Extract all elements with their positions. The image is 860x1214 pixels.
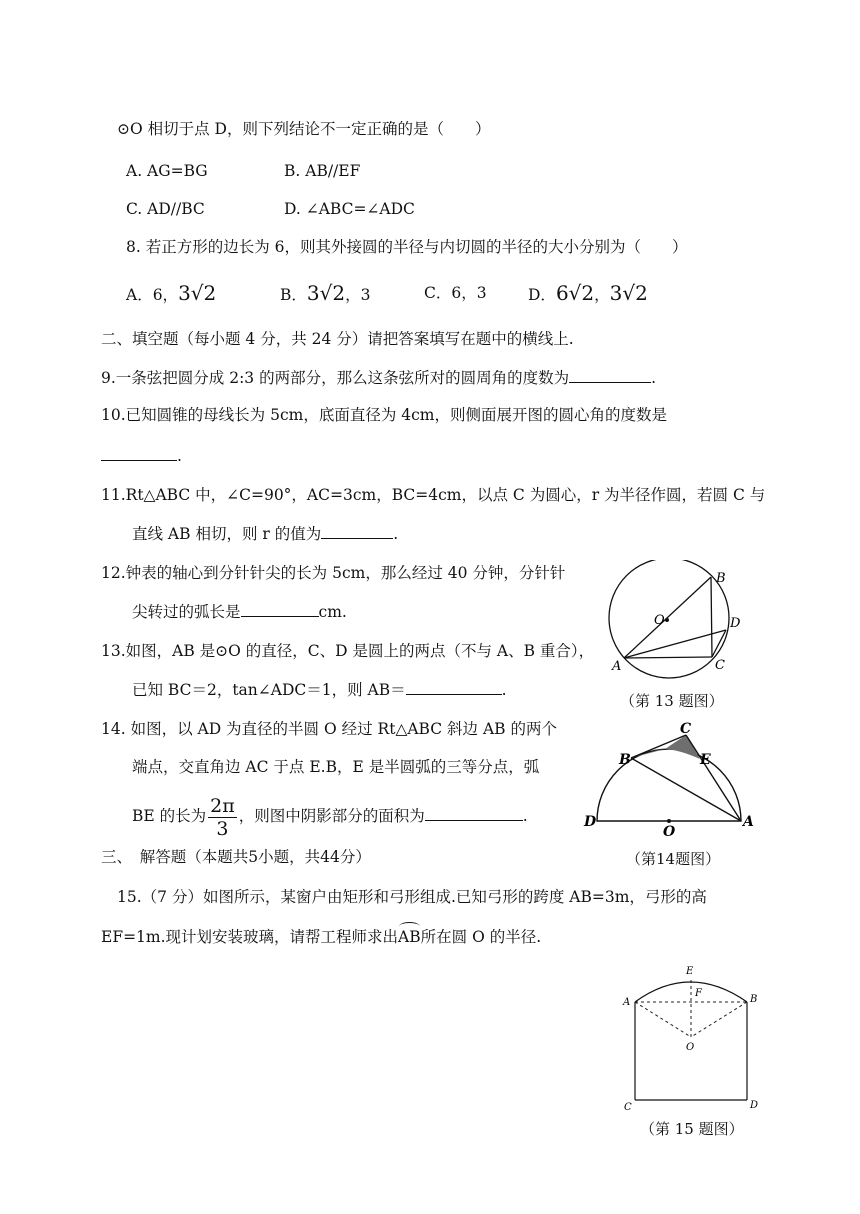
q15-text-line1: 15.（7 分）如图所示，某窗户由矩形和弓形组成.已知弓形的跨度 AB=3m，弓形的高	[117, 888, 707, 906]
q15-arc-mark	[399, 922, 420, 931]
q13-text-line2: 已知 BC＝2，tan∠ADC＝1，则 AB＝ .	[132, 678, 507, 701]
q13-figure	[592, 560, 752, 690]
q10-answer-blank[interactable]	[101, 444, 177, 461]
q14-label-o: O	[663, 824, 676, 840]
q13-text-line1: 13.如图，AB 是⊙O 的直径，C、D 是圆上的两点（不与 A、B 重合），	[101, 642, 595, 660]
q15-label-a: A	[623, 997, 631, 1008]
q14-label-e: E	[700, 752, 711, 768]
q15-label-b: B	[750, 994, 758, 1005]
q8-option-b-radical: 3√2	[306, 281, 346, 305]
q13-label-b: B	[716, 571, 726, 586]
q8-option-a-radical: 3√2	[178, 281, 217, 305]
q15-label-f: F	[695, 988, 702, 999]
q10-text: 10.已知圆锥的母线长为 5cm，底面直径为 4cm，则侧面展开图的圆心角的度数是	[101, 406, 667, 424]
q15-label-d: D	[750, 1100, 759, 1111]
q10-answer-line: .	[101, 444, 182, 467]
q8-option-b: B．3√2，3	[280, 281, 371, 305]
q13-answer-blank[interactable]	[406, 678, 502, 695]
q15-label-c: C	[624, 1102, 632, 1112]
q7-option-a: A. AG=BG	[126, 162, 208, 180]
q13-label-a: A	[612, 659, 622, 674]
q14-label-b: B	[619, 752, 631, 768]
q15-label-o: O	[686, 1042, 695, 1053]
q15-radius-ao	[635, 1002, 691, 1037]
q11-answer-blank[interactable]	[321, 522, 393, 539]
q13-label-c: C	[715, 658, 725, 673]
q11-text-line1: 11.Rt△ABC 中，∠C=90°，AC=3cm，BC=4cm，以点 C 为圆心，r 为半径作圆，若圆 C 与	[101, 486, 766, 504]
q14-center-point	[667, 819, 671, 823]
q11-text-line2: 直线 AB 相切，则 r 的值为 .	[132, 522, 398, 545]
q14-label-d: D	[584, 814, 597, 830]
q12-text-line1: 12.钟表的轴心到分针针尖的长为 5cm，那么经过 40 分钟，分针针	[101, 564, 566, 582]
q15-figure	[620, 960, 770, 1112]
q14-answer-blank[interactable]	[425, 804, 523, 821]
q8-option-d: D．6√2，3√2	[528, 281, 648, 305]
q7-option-c: C. AD//BC	[126, 200, 205, 218]
q15-radius-bo	[691, 1002, 747, 1037]
q15-text-line2: EF=1m.现计划安装玻璃，请帮工程师求出 AB所在圆 O 的半径.	[101, 926, 541, 948]
q13-chord-bc	[711, 577, 712, 657]
q14-label-a: A	[743, 814, 754, 830]
q14-figure	[582, 720, 758, 840]
q8-option-a: A．6，3√2	[126, 281, 217, 305]
q14-text-line2: 端点，交直角边 AC 于点 E.B，E 是半圆弧的三等分点，弧	[132, 758, 540, 776]
q13-label-d: D	[730, 616, 741, 631]
q14-text-line3: BE 的长为 $\frac{2\pi}{3}$ ，则图中阴影部分的面积为 .	[132, 794, 528, 840]
q13-center-point	[665, 618, 669, 622]
q14-hypotenuse-ab	[631, 758, 741, 821]
section-3-heading: 三、 解答题（本题共5小题，共44分）	[101, 848, 371, 866]
q14-arc-length-fraction: $\frac{2\pi}{3}$	[210, 794, 235, 840]
q8-stem: 8. 若正方形的边长为 6，则其外接圆的半径与内切圆的半径的大小分别为（ ）	[126, 238, 688, 256]
q14-caption: （第14题图）	[626, 850, 721, 868]
q14-label-c: C	[680, 721, 692, 737]
q7-option-b: B. AB//EF	[284, 162, 361, 180]
q7-option-d: D. ∠ABC=∠ADC	[284, 200, 415, 218]
q13-label-o: O	[654, 613, 665, 628]
q8-option-d-radical-2: 3√2	[609, 281, 648, 305]
q9-answer-blank[interactable]	[569, 366, 651, 383]
q14-shaded-region	[631, 735, 700, 759]
q9-text: 9.一条弦把圆分成 2:3 的两部分，那么这条弦所对的圆周角的度数为 .	[101, 366, 656, 389]
q15-label-e: E	[686, 966, 694, 977]
q12-text-line2: 尖转过的弧长是 cm.	[132, 600, 347, 623]
q13-chord-ac	[624, 657, 712, 658]
q14-text-line1: 14. 如图，以 AD 为直径的半圆 O 经过 Rt△ABC 斜边 AB 的两个	[101, 720, 557, 738]
q12-answer-blank[interactable]	[241, 600, 319, 617]
section-2-heading: 二、填空题（每小题 4 分，共 24 分）请把答案填写在题中的横线上.	[101, 330, 574, 348]
q8-option-c: C．6，3	[424, 284, 487, 302]
q7-stem: ⊙O 相切于点 D，则下列结论不一定正确的是（ ）	[117, 120, 491, 138]
q15-caption: （第 15 题图）	[640, 1120, 744, 1138]
q15-arc-ab: AB	[398, 926, 421, 948]
q14-side-ca	[686, 735, 741, 821]
q8-option-d-radical-1: 6√2	[555, 281, 595, 305]
q13-caption: （第 13 题图）	[620, 692, 724, 710]
